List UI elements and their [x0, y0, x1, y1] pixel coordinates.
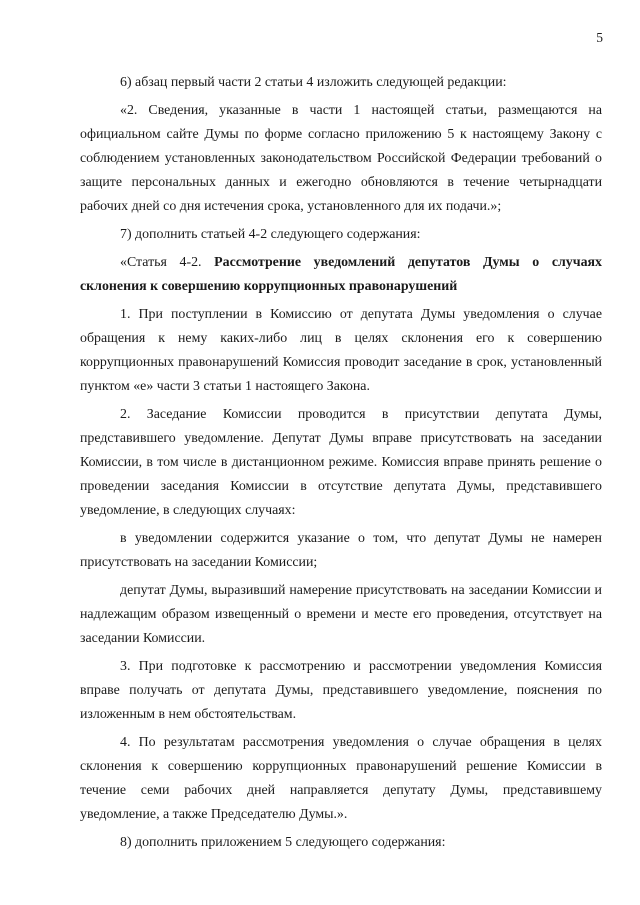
- article-part-1: 1. При поступлении в Комиссию от депутата Думы уведомления о случае обращения к нему каких-либо лиц в целях склонения его к совершению коррупционных правонарушений Комиссия проводит заседание в срок, установленный пунктом «е» части 3 статьи 1 настоящего Закона.: [80, 307, 602, 394]
- quoted-part-2: «2. Сведения, указанные в части 1 настоящей статьи, размещаются на официальном сайте Думы по форме согласно приложению 5 к настоящему Закону с соблюдением установленных законодательством Российской Федерации требований о защите персональных данных и ежегодно обновляются в течение четырнадцати рабочих дней со дня истечения срока, установленного для их подачи.»;: [80, 103, 602, 214]
- document-body: [80, 71, 602, 859]
- paragraph-item-8: 8) дополнить приложением 5 следующего содержания:: [120, 835, 446, 850]
- article-heading-title: Рассмотрение уведомлений депутатов Думы о случаях склонения к совершению коррупционных правонарушений: [80, 255, 602, 294]
- page-number: 5: [596, 30, 603, 45]
- article-heading-prefix: «Статья 4-2.: [120, 255, 215, 270]
- paragraph-item-6: 6) абзац первый части 2 статьи 4 изложить следующей редакции:: [120, 75, 507, 90]
- article-part-4: 4. По результатам рассмотрения уведомления о случае обращения в целях склонения к совершению коррупционных правонарушений решение Комиссии в течение семи рабочих дней направляется депутату Думы, представившему уведомление, а также Председателю Думы.».: [80, 735, 602, 822]
- article-part-2-case-2: депутат Думы, выразивший намерение присутствовать на заседании Комиссии и надлежащим образом извещенный о времени и месте его проведения, отсутствует на заседании Комиссии.: [80, 583, 602, 646]
- article-part-2: 2. Заседание Комиссии проводится в присутствии депутата Думы, представившего уведомление. Депутат Думы вправе присутствовать на заседании Комиссии, в том числе в дистанционном режиме. Комиссия вправе принять решение о проведении заседания Комиссии в отсутствие депутата Думы, представившего уведомление, в следующих случаях:: [80, 407, 602, 518]
- paragraph-item-7: 7) дополнить статьей 4-2 следующего содержания:: [120, 227, 421, 242]
- article-part-3: 3. При подготовке к рассмотрению и рассмотрении уведомления Комиссия вправе получать от депутата Думы, представившего уведомление, пояснения по изложенным в нем обстоятельствам.: [80, 659, 602, 722]
- article-part-2-case-1: в уведомлении содержится указание о том, что депутат Думы не намерен присутствовать на заседании Комиссии;: [80, 531, 602, 570]
- article-heading: [80, 251, 602, 299]
